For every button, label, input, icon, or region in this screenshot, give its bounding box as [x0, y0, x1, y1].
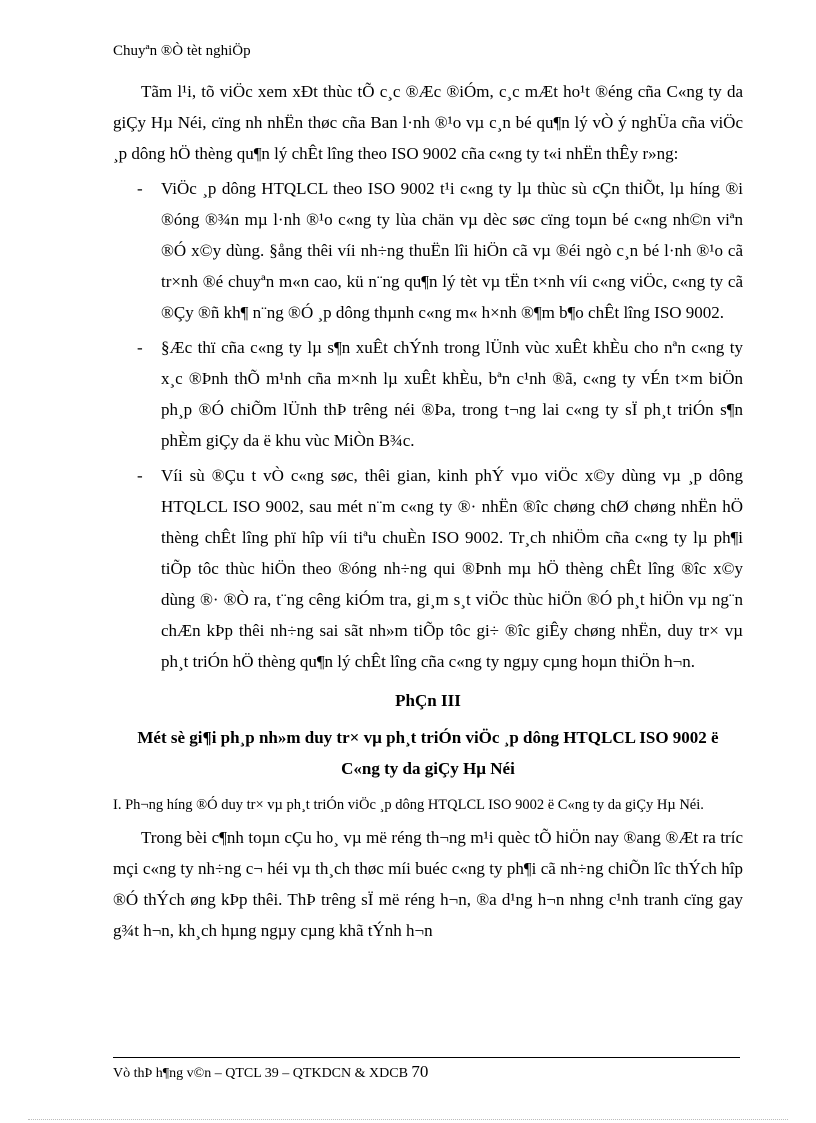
bullet-dash: -	[137, 466, 143, 485]
page-edge-divider	[28, 1119, 788, 1120]
bullet-dash: -	[137, 338, 143, 357]
list-item-text: Víi sù ®Çu t vÒ c«ng søc, thêi gian, kinh phÝ vµo viÖc x©y dùng vµ ¸p dông HTQLCL ISO 9002, sau mét n¨m c«ng ty ®· nhËn ®îc chøng chØ chøng nhËn hÖ thèng chÊt lîng phï hîp víi tiªu chuÈn ISO 9002. Tr¸ch nhiÖm cña c«ng ty lµ ph¶i tiÕp tôc thùc hiÖn theo ®óng nh÷ng qui ®Þnh mµ hÖ thèng chÊt lîng ®îc x©y dùng ®· ®Ò ra, t¨ng cêng kiÓm tra, gi¸m s¸t viÖc thùc hiÖn ®Ó ph¸t hiÖn vµ ng¨n chÆn kÞp thêi nh÷ng sai sãt nh»m tiÕp tôc gi÷ ®îc giÊy chøng nhËn, duy tr× vµ ph¸t triÓn hÖ thèng qu¶n lý chÊt lîng cña c«ng ty ngµy cµng hoµn thiÖn h¬n.	[161, 466, 743, 671]
subheading: I. Ph¬ng híng ®Ó duy tr× vµ ph¸t triÓn viÖc ¸p dông HTQLCL ISO 9002 ë C«ng ty da giÇy Hµ Néi.	[113, 797, 704, 813]
list-item-text: §Æc thï cña c«ng ty lµ s¶n xuÊt chÝnh trong lÜnh vùc xuÊt khÈu cho nªn c«ng ty x¸c ®Þnh thÕ m¹nh cña m×nh lµ xuÊt khÈu, bªn c¹nh ®ã, c«ng ty vÉn t×m biÖn ph¸p ®Ó chiÕm lÜnh thÞ trêng néi ®Þa, trong t¬ng lai c«ng ty sÏ ph¸t triÓn s¶n phÈm giÇy da ë khu vùc MiÒn B¾c.	[161, 338, 743, 450]
footer-text: Vò thÞ h¶ng v©n – QTCL 39 – QTKDCN & XDCB	[113, 1066, 408, 1081]
list-item	[113, 332, 743, 456]
list-item	[113, 173, 743, 328]
footer-divider	[113, 1057, 740, 1058]
intro-paragraph: Tãm l¹i, tõ viÖc xem xÐt thùc tÕ c¸c ®Æc ®iÓm, c¸c mÆt ho¹t ®éng cña C«ng ty da giÇy Hµ Néi, cïng nh nhËn thøc cña Ban l·nh ®¹o vµ c¸n bé qu¶n lý vÒ ý nghÜa cña viÖc ¸p dông hÖ thèng qu¶n lý chÊt lîng theo ISO 9002 cña c«ng ty t«i nhËn thÊy r»ng:	[113, 82, 743, 163]
running-footer	[113, 1062, 428, 1082]
list-item-text: ViÖc ¸p dông HTQLCL theo ISO 9002 t¹i c«ng ty lµ thùc sù cÇn thiÕt, lµ híng ®i ®óng ®¾n mµ l·nh ®¹o c«ng ty lùa chän vµ dèc søc cïng toµn bé c«ng nh©n viªn ®Ó x©y dùng. §ång thêi víi nh÷ng thuËn lîi hiÖn cã vµ ®éi ngò c¸n bé l·nh ®¹o cã tr×nh ®é chuyªn m«n cao, kü n¨ng qu¶n lý tèt vµ tËn t×nh víi c«ng viÖc, c«ng ty cã ®Çy ®ñ kh¶ n¨ng ®Ó ¸p dông thµnh c«ng m« h×nh ®¶m b¶o chÊt lîng ISO 9002.	[161, 179, 743, 322]
list-item	[113, 460, 743, 677]
running-header: Chuyªn ®Ò tèt nghiÖp	[113, 43, 251, 59]
bullet-list	[113, 173, 743, 677]
section-label: PhÇn III	[395, 691, 461, 710]
section-title: Mét sè gi¶i ph¸p nh»m duy tr× vµ ph¸t triÓn viÖc ¸p dông HTQLCL ISO 9002 ë C«ng ty da giÇy Hµ Néi	[137, 728, 719, 778]
page-number: 70	[411, 1062, 429, 1081]
page-body	[113, 76, 743, 946]
closing-paragraph: Trong bèi c¶nh toµn cÇu ho¸ vµ më réng th¬ng m¹i quèc tÕ hiÖn nay ®ang ®Æt ra tríc mçi c«ng ty nh÷ng c¬ héi vµ th¸ch thøc míi buéc c«ng ty ph¶i cã nh÷ng chiÕn lîc thÝch hîp ®Ó thÝch øng kÞp thêi. ThÞ trêng sÏ më réng h¬n, ®a d¹ng h¬n nhng c¹nh tranh cïng gay g¾t h¬n, kh¸ch hµng ngµy cµng khã tÝnh h¬n	[113, 828, 743, 940]
bullet-dash: -	[137, 179, 143, 198]
